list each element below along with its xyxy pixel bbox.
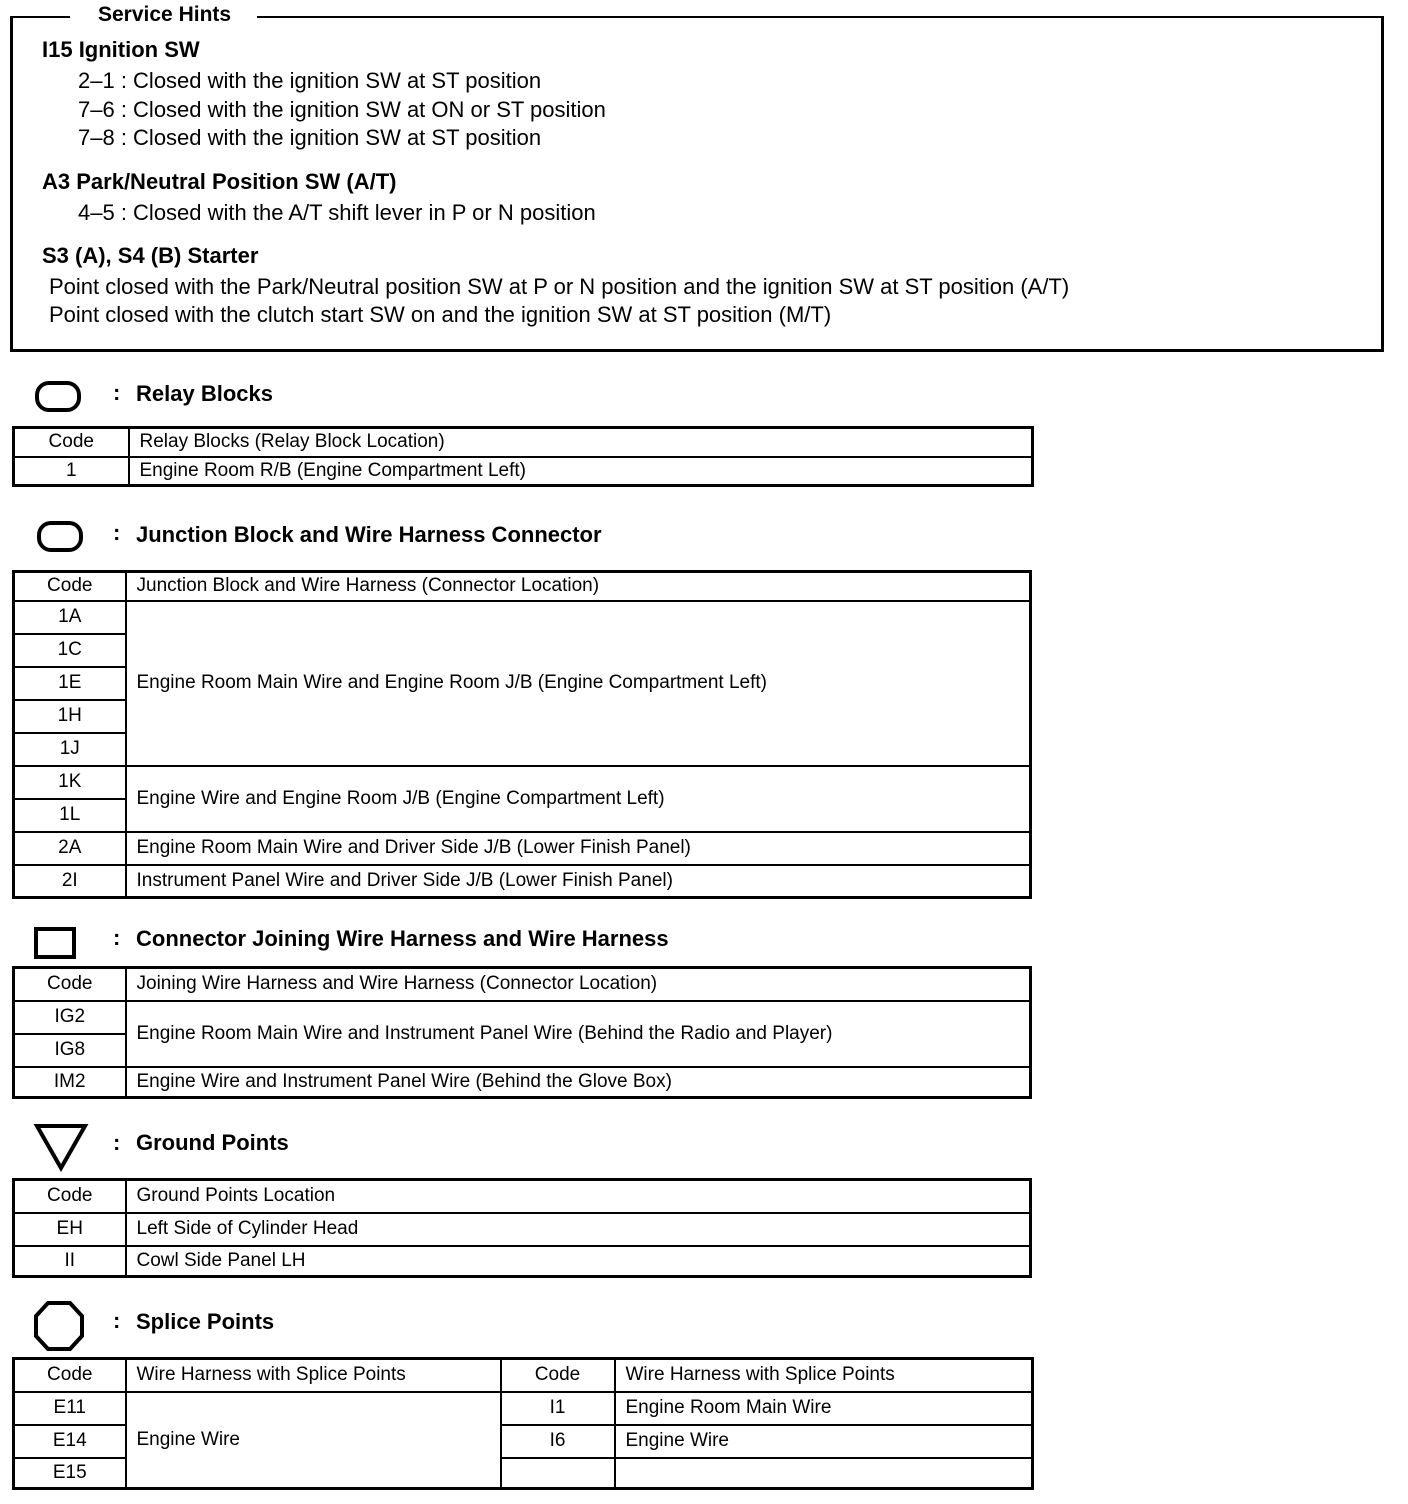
header-desc: Ground Points Location [126,1180,1031,1213]
cell-code: E11 [14,1392,126,1425]
cell-desc: Instrument Panel Wire and Driver Side J/B (Lower Finish Panel) [126,865,1031,898]
cell-desc: Engine Room R/B (Engine Compartment Left) [129,457,1033,486]
header-desc: Junction Block and Wire Harness (Connector Location) [126,572,1031,601]
table-header-row [14,968,1031,1001]
section-title-splice-points: Splice Points [136,1309,275,1334]
table-row [14,1392,1033,1425]
cell-code: 1E [14,667,126,700]
hint-heading-starter: S3 (A), S4 (B) Starter [42,243,259,268]
hint-line: 2–1 : Closed with the ignition SW at ST position [78,68,542,93]
section-colon: : [113,1130,121,1155]
hint-heading-ignition-sw: I15 Ignition SW [42,37,200,62]
table-row [14,1001,1031,1034]
section-title-connectors: Connector Joining Wire Harness and Wire Harness [136,926,669,951]
cell-code: IG2 [14,1001,126,1034]
cell-code: IG8 [14,1034,126,1067]
header-code: Code [14,1359,126,1392]
rounded-rectangle-icon [36,520,84,554]
table-row [14,832,1031,865]
cell-code: 1A [14,601,126,634]
header-code-2: Code [501,1359,615,1392]
section-title-junction-block: Junction Block and Wire Harness Connector [136,522,602,547]
cell-code: 2A [14,832,126,865]
cell-code: 1K [14,766,126,799]
header-code: Code [14,968,126,1001]
cell-code-2 [501,1458,615,1489]
section-colon: : [113,380,121,405]
cell-desc-2: Engine Room Main Wire [615,1392,1033,1425]
section-colon: : [113,925,121,950]
splice-points-table [12,1357,1034,1490]
hint-heading-park-neutral-sw: A3 Park/Neutral Position SW (A/T) [42,169,397,194]
cell-code: IM2 [14,1067,126,1098]
triangle-down-icon [33,1122,89,1172]
cell-code: 1 [14,457,129,486]
table-row [14,865,1031,898]
header-desc: Relay Blocks (Relay Block Location) [129,428,1033,457]
table-row [14,1067,1031,1098]
cell-code: 1J [14,733,126,766]
table-header-row [14,1180,1031,1213]
table-row [14,766,1031,799]
hint-line: 7–6 : Closed with the ignition SW at ON or ST position [78,97,606,122]
cell-code-2: I6 [501,1425,615,1458]
relay-blocks-table [12,426,1034,487]
connectors-table [12,966,1032,1099]
header-code: Code [14,1180,126,1213]
cell-desc: Left Side of Cylinder Head [126,1213,1031,1246]
cell-desc: Engine Wire and Engine Room J/B (Engine Compartment Left) [126,766,1031,832]
cell-desc: Engine Room Main Wire and Driver Side J/B (Lower Finish Panel) [126,832,1031,865]
section-colon: : [113,520,121,545]
cell-code: 2I [14,865,126,898]
cell-code: 1H [14,700,126,733]
hint-line: 4–5 : Closed with the A/T shift lever in P or N position [78,200,596,225]
square-icon [33,925,79,961]
table-row [14,1213,1031,1246]
octagon-icon [32,1300,86,1352]
header-desc: Joining Wire Harness and Wire Harness (Connector Location) [126,968,1031,1001]
hint-line: 7–8 : Closed with the ignition SW at ST position [78,125,542,150]
cell-desc: Engine Room Main Wire and Instrument Panel Wire (Behind the Radio and Player) [126,1001,1031,1067]
section-title-relay-blocks: Relay Blocks [136,381,273,406]
table-row [14,1246,1031,1277]
table-header-row [14,572,1031,601]
header-desc: Wire Harness with Splice Points [126,1359,501,1392]
hint-line: Point closed with the clutch start SW on and the ignition SW at ST position (M/T) [49,302,832,327]
cell-code: E14 [14,1425,126,1458]
cell-desc: Cowl Side Panel LH [126,1246,1031,1277]
section-title-ground-points: Ground Points [136,1130,289,1155]
cell-desc: Engine Wire and Instrument Panel Wire (Behind the Glove Box) [126,1067,1031,1098]
table-row [14,601,1031,634]
header-desc-2: Wire Harness with Splice Points [615,1359,1033,1392]
cell-code: 1C [14,634,126,667]
junction-block-table [12,570,1032,899]
service-hints-title: Service Hints [70,3,257,27]
cell-code: 1L [14,799,126,832]
section-colon: : [113,1308,121,1333]
header-code: Code [14,572,126,601]
cell-code-2: I1 [501,1392,615,1425]
cell-desc: Engine Wire [126,1392,501,1489]
table-row [14,457,1033,486]
cell-desc: Engine Room Main Wire and Engine Room J/B (Engine Compartment Left) [126,601,1031,766]
ground-points-table [12,1178,1032,1278]
cell-code: II [14,1246,126,1277]
table-header-row [14,428,1033,457]
cell-desc-2: Engine Wire [615,1425,1033,1458]
hint-line: Point closed with the Park/Neutral position SW at P or N position and the ignition SW at ST position (A/T) [49,274,1070,299]
table-header-row [14,1359,1033,1392]
cell-code: EH [14,1213,126,1246]
cell-code: E15 [14,1458,126,1489]
header-code: Code [14,428,129,457]
rounded-rectangle-icon [34,380,82,414]
cell-desc-2 [615,1458,1033,1489]
